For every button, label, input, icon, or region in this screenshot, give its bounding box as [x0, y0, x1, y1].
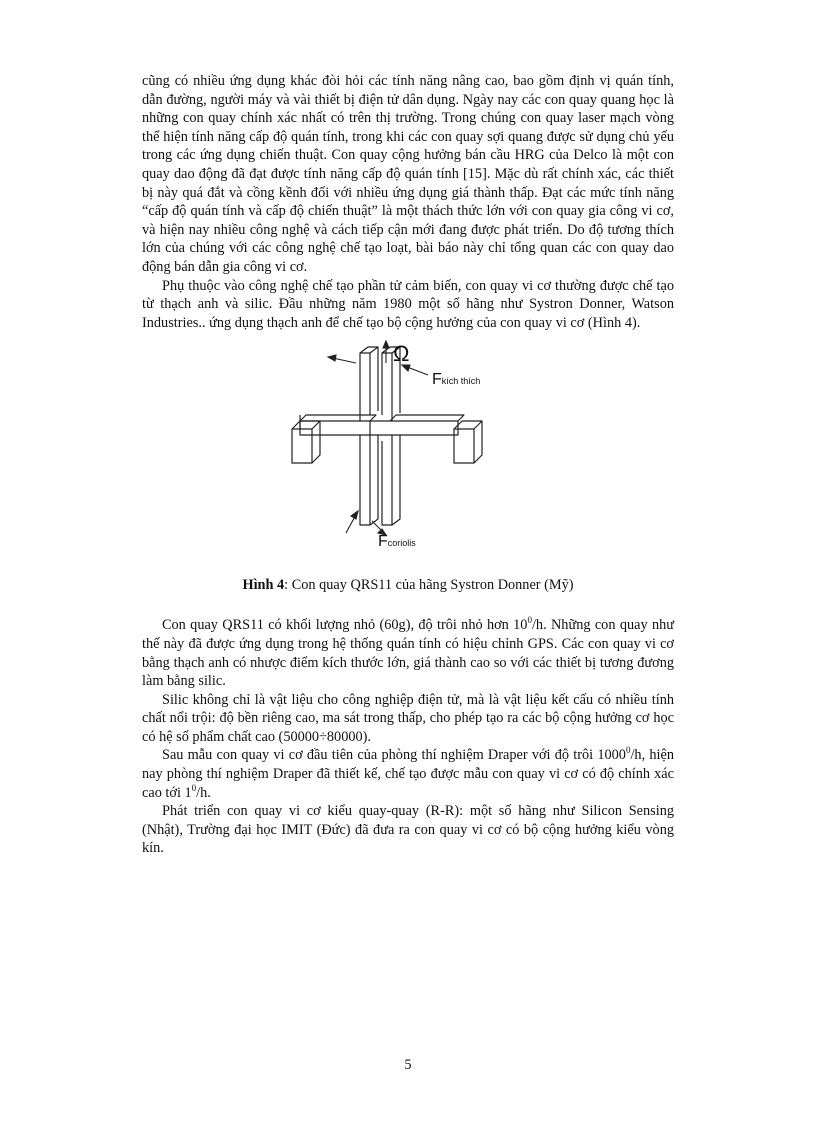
excite-force-symbol: F	[432, 371, 442, 389]
page-number: 5	[404, 1057, 412, 1073]
paragraph-4: Silic không chỉ là vật liệu cho công nghiệp điện tử, mà là vật liệu kết cấu có nhiều tính chất nổi trội: độ bền riêng cao, ma sát trong thấp, cho phép tạo ra các bộ cộng hưởng cơ học có hệ số phẩm chất cao (50000÷80000).	[142, 691, 674, 745]
center-hub	[370, 421, 390, 435]
paragraph-3-part-a: Con quay QRS11 có khối lượng nhỏ (60g), độ trôi nhỏ hơn 10	[162, 617, 528, 634]
paragraph-5-superscript-2: 0	[191, 782, 197, 793]
paragraph-5-part-c: /h.	[196, 784, 211, 801]
paragraph-3	[142, 616, 674, 690]
paragraph-5-superscript-1: 0	[625, 745, 631, 756]
excite-force-label	[432, 371, 480, 389]
paragraph-5-part-a: Sau mẫu con quay vi cơ đầu tiên của phòng thí nghiệm Draper với độ trôi 1000	[162, 747, 626, 764]
coriolis-force-label	[378, 533, 416, 551]
figure-qrs11	[142, 335, 674, 567]
caption-label: Hình 4	[242, 577, 285, 594]
coriolis-force-subscript: coriolis	[387, 538, 416, 549]
excite-force-subscript: kích thích	[441, 376, 481, 387]
paragraph-2: Phụ thuộc vào công nghệ chế tạo phần tử cảm biến, con quay vi cơ thường được chế tạo từ thạch anh và silic. Đầu những năm 1980 một số hãng như Systron Donner, Watson Industries.. ứng dụng thạch anh để chế tạo bộ cộng hưởng của con quay vi cơ (Hình 4).	[142, 277, 674, 331]
right-arm-front	[390, 421, 458, 435]
left-arm-front	[300, 421, 370, 435]
paragraph-1: cũng có nhiều ứng dụng khác đòi hỏi các tính năng nâng cao, bao gồm định vị quán tính, dẫn đường, người máy và vài thiết bị điện tử dân dụng. Ngày nay các con quay quang học là những con quay chính xác nhất có trên thị trường. Trong chúng con quay laser mạch vòng thể hiện tính năng cấp độ quán tính, trong khi các con quay sợi quang được sử dụng chủ yếu trong các ứng dụng chiến thuật. Con quay cộng hưởng bán cầu HRG của Delco là một con quay dao động đã đạt được tính năng cấp độ quán tính [15]. Mặc dù rất chính xác, các thiết bị này quá đắt và cồng kềnh đối với nhiều ứng dụng giá thành thấp. Đạt các mức tính năng “cấp độ quán tính và cấp độ chiến thuật” là một thách thức lớn với con quay gia công vi cơ, và hiện nay nhiều công nghệ và cách tiếp cận mới đang được phát triển. Do độ tương thích lớn của chúng với các công nghệ chế tạo loạt, bài báo này chỉ tổng quan các con quay dao động bán dẫn gia công vi cơ.	[142, 73, 674, 275]
paragraph-6: Phát triển con quay vi cơ kiểu quay-quay (R-R): một số hãng như Silicon Sensing (Nhật), Trường đại học IMIT (Đức) đã đưa ra con quay vi cơ có bộ cộng hưởng kiểu vòng kín.	[142, 803, 674, 857]
paragraph-5	[142, 746, 674, 802]
left-arm-top	[300, 415, 376, 421]
lower-tine-right	[382, 435, 392, 525]
paragraph-3-superscript: 0	[527, 615, 532, 626]
figure-caption	[142, 577, 674, 594]
lower-tine-left	[360, 435, 370, 525]
paragraph-3-part-b: /h. Những con quay như thế này đã được ứng dụng trong hệ thống quán tính có hiệu chỉnh GPS. Các con quay vi cơ bằng thạch anh có nhược điểm kích thước lớn, giá thành cao so với các thiết bị tương đương làm bằng silic.	[142, 617, 674, 690]
upper-tine-left-top	[360, 347, 378, 353]
omega-label: Ω	[393, 341, 410, 367]
coriolis-force-symbol: F	[378, 533, 388, 551]
caption-text: : Con quay QRS11 của hãng Systron Donner (Mỹ)	[284, 577, 574, 594]
paragraph-5-part-b: /h, hiện nay phòng thí nghiệm Draper đã thiết kế, chế tạo được mẫu con quay vi cơ có độ chính xác cao tới 1	[142, 747, 674, 801]
right-arm-top	[390, 415, 464, 421]
document-body	[142, 72, 674, 858]
left-end-block	[292, 429, 312, 463]
right-end-block	[454, 429, 474, 463]
